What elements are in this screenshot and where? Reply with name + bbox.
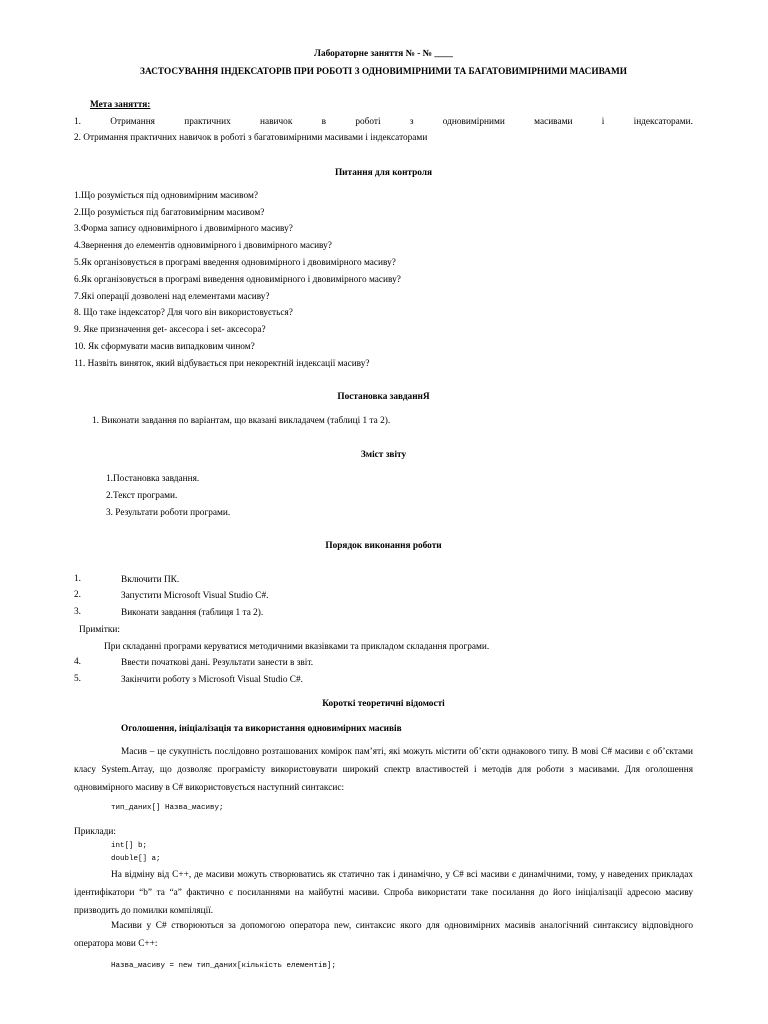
question-7: 7.Які операції дозволені над елементами масиву? <box>74 292 270 302</box>
code-line: double[] a; <box>111 855 161 863</box>
question-11: 11. Назвіть виняток, який відбувається при некоректній індексації масиву? <box>74 359 370 369</box>
procedure-heading: Порядок виконання роботи <box>325 541 442 551</box>
theory-paragraph-1: Масив – це сукупність послідовно розташованих комірок пам’яті, які можуть містити об’єкти однакового типу. В мові C# масиви є об’єктами класу System.Array, що дозволяє програмісту використовувати широкий спектр властивостей і методів для роботи з масивами. Для оголошення одновимірного масиву в C# використовується наступний синтаксис: <box>74 747 693 793</box>
question-5: 5.Як організовується в програмі введення одновимірного і двовимірного масиву? <box>74 258 396 268</box>
report-item-2: 2.Текст програми. <box>106 491 178 501</box>
theory-paragraph-3: Масиви у C# створюються за допомогою оператора new, синтаксис якого для одновимірних масивів аналогічний синтаксису відповідного оператора мови C++: <box>74 921 693 949</box>
step-number: 1. <box>74 574 81 584</box>
goal-item-2: 2. Отримання практичних навичок в роботі з багатовимірними масивами і індексаторами <box>74 133 428 143</box>
step-number: 4. <box>74 657 81 667</box>
theory-paragraph-2: На відміну від C++, де масиви можуть створюватись як статично так і динамічно, у C# всі масиви є динамічними, тому, у наведених прикладах ідентифікатори “b” та “a” фактично є посиланнями на майбутні масиви. Спроба використати таке посилання до його ініціалізації адресою масиву призводить до помилки компіляції. <box>74 870 693 916</box>
code-line: тип_даних[] Назва_масиву; <box>111 804 224 812</box>
examples-label: Приклади: <box>74 827 116 837</box>
question-6: 6.Як організовується в програмі виведення одновимірного і двовимірного масиву? <box>74 275 401 285</box>
step-number: 5. <box>74 674 81 684</box>
question-9: 9. Яке призначення get- аксесора і set- аксесора? <box>74 325 266 335</box>
questions-heading: Питання для контроля <box>334 168 433 178</box>
step-text: Запустити Microsoft Visual Studio C#. <box>121 591 269 601</box>
report-heading: Зміст звіту <box>360 450 407 460</box>
notes-label: Примітки: <box>79 625 120 635</box>
step-text: Ввести початкові дані. Результати занести в звіт. <box>121 658 314 668</box>
step-number: 3. <box>74 607 81 617</box>
question-10: 10. Як сформувати масив випадковим чином? <box>74 342 255 352</box>
task-item-1: 1. Виконати завдання по варіантам, що вказані викладачем (таблиці 1 та 2). <box>92 416 391 426</box>
goal-heading: Мета заняття: <box>90 100 151 110</box>
code-line: Назва_масиву = new тип_даних[кількість елементів]; <box>111 962 337 970</box>
lab-title: Лабораторне заняття № - № ____ <box>314 49 453 59</box>
step-number: 2. <box>74 590 81 600</box>
question-4: 4.Звернення до елементів одновимірного і двовимірного масиву? <box>74 241 332 251</box>
question-2: 2.Що розуміється під багатовимірним масивом? <box>74 208 265 218</box>
report-item-1: 1.Постановка завдання. <box>106 474 200 484</box>
task-heading: Постановка завданнЯ <box>337 392 430 402</box>
main-title: ЗАСТОСУВАННЯ ІНДЕКСАТОРІВ ПРИ РОБОТІ З ОДНОВИМІРНИМИ ТА БАГАТОВИМІРНИМИ МАСИВАМИ <box>140 67 627 77</box>
question-3: 3.Форма запису одновимірного і двовимірного масиву? <box>74 224 293 234</box>
goal-item-1: 1. Отримання практичних навичок в роботі з одновимірними масивами і індексаторами. <box>74 117 693 127</box>
report-item-3: 3. Результати роботи програми. <box>106 508 231 518</box>
step-text: Виконати завдання (таблиця 1 та 2). <box>121 608 264 618</box>
question-1: 1.Що розуміється під одновимірним масивом? <box>74 191 258 201</box>
theory-heading: Короткі теоретичні відомості <box>322 699 445 709</box>
note-text: При складанні програми керуватися методичними вказівками та прикладом складання програми. <box>104 642 490 652</box>
question-8: 8. Що таке індексатор? Для чого він використовується? <box>74 308 293 318</box>
step-text: Включити ПК. <box>121 575 180 585</box>
step-text: Закінчити роботу з Microsoft Visual Studio C#. <box>121 675 303 685</box>
code-line: int[] b; <box>111 842 148 850</box>
theory-subheading: Оголошення, ініціалізація та використання одновимірних масивів <box>121 724 402 734</box>
